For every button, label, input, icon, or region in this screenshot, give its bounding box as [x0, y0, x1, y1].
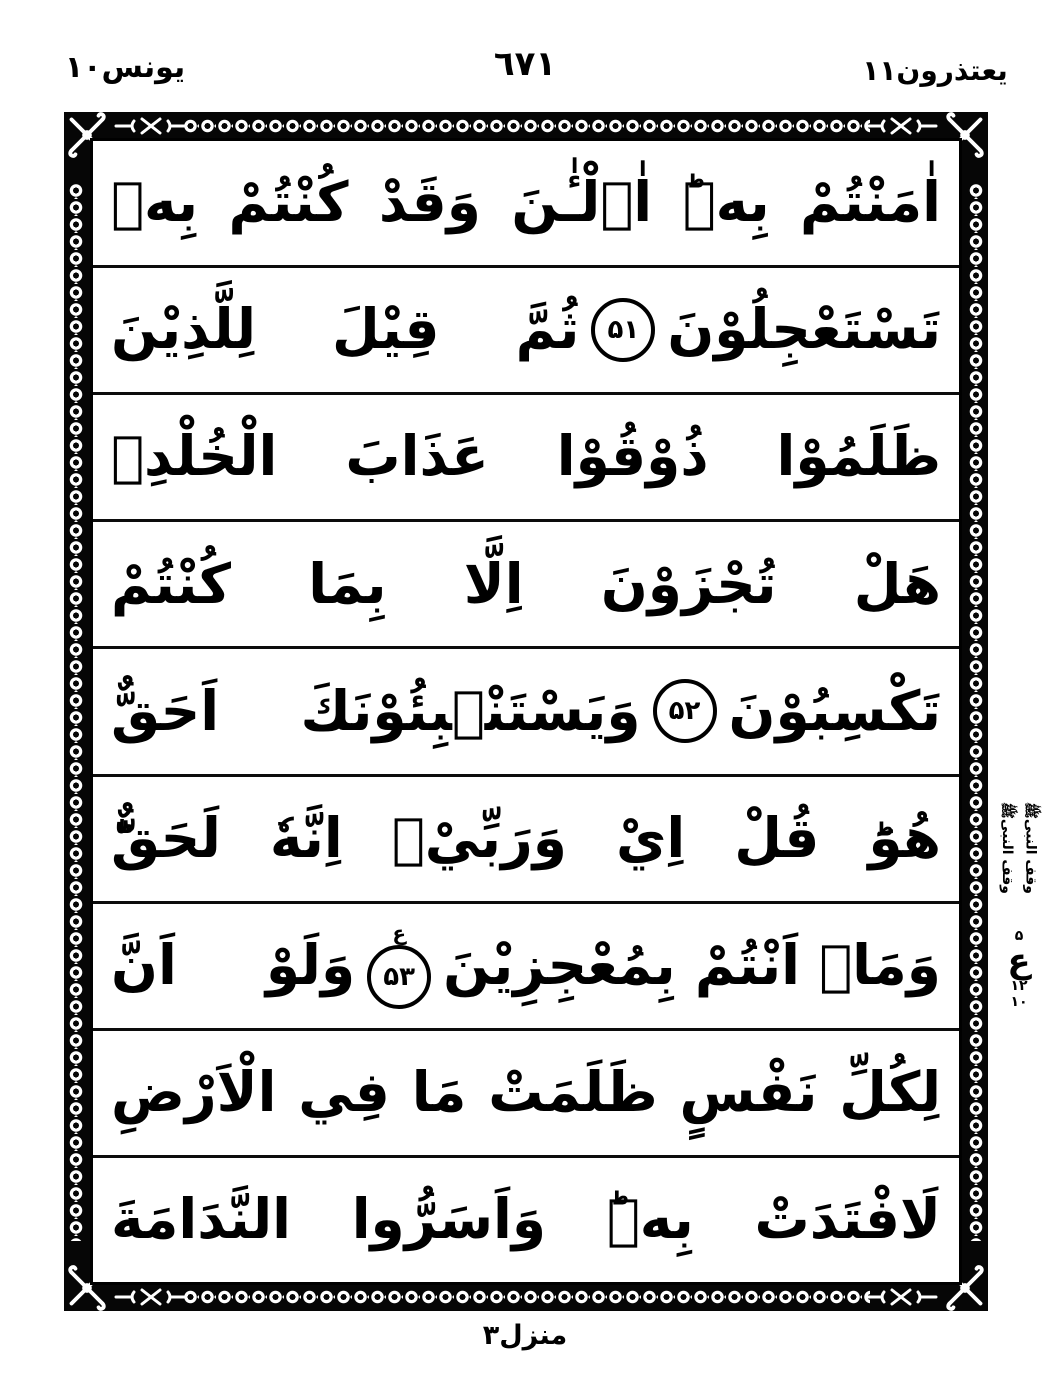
quran-line-2: [93, 268, 959, 395]
quran-line-8: [93, 1031, 959, 1158]
quran-line-6: [93, 777, 959, 904]
quran-line-9: [93, 1158, 959, 1282]
ayah-text: هُوَؕ قُلْ اِيْ وَرَبِّيْۤ اِنَّهٗ لَحَقٌّؕ: [111, 805, 941, 870]
ayah-text: وَمَاۤ اَنْتُمْ بِمُعْجِزِيْنَ: [443, 932, 941, 997]
manzil-label: منزل٣: [482, 1320, 568, 1351]
ayah-text: وَيَسْتَنْۢبِئُوْنَكَ اَحَقٌّ: [111, 678, 641, 743]
x-flourish-icon: [112, 1286, 190, 1308]
quran-line-3: [93, 395, 959, 522]
quran-line-1: [93, 141, 959, 268]
ayah-text: لِكُلِّ نَفْسٍ ظَلَمَتْ مَا فِي الْاَرْضِ: [111, 1059, 941, 1124]
margin-notes: [990, 788, 1046, 908]
ruku-number-bottom: ۱۰: [1010, 994, 1028, 1011]
ruku-number-middle: ۱۲: [1010, 978, 1028, 995]
x-flourish-icon: [862, 115, 940, 137]
ornamental-border-frame: [64, 112, 988, 1311]
ayah-text: هَلْ تُجْزَوْنَ اِلَّا بِمَا كُنْتُمْ: [111, 551, 941, 616]
ayah-marker-51: ۵۱: [591, 298, 655, 362]
juz-title: يعتذرون١١: [862, 54, 1008, 87]
x-flourish-icon: [862, 1286, 940, 1308]
ayah-text: اٰمَنْتُمْ بِهٖؕ اٰۤلْـٰٔنَ وَقَدْ كُنْتُمْ بِهٖ: [111, 170, 941, 235]
ruku-ain-mark: ع: [392, 920, 406, 945]
ayah-text: لَافْتَدَتْ بِهٖؕ وَاَسَرُّوا النَّدَامَةَ: [111, 1187, 941, 1252]
surah-title: يونس١٠: [64, 50, 186, 85]
ayah-text: ظَلَمُوْا ذُوْقُوْا عَذَابَ الْخُلْدِۚ: [111, 424, 941, 489]
ayah-text: ثُمَّ قِيْلَ لِلَّذِيْنَ: [111, 297, 580, 362]
ayah-marker-53: ۵۳: [367, 945, 431, 1009]
x-flourish-icon: [112, 115, 190, 137]
waqf-note: وقف النبیﷺ: [1022, 802, 1039, 894]
quran-line-4: [93, 522, 959, 649]
chain-ornament-top: [182, 116, 870, 136]
ayah-marker-53-with-ruku: [367, 920, 431, 1009]
page-number: ٦٧١: [493, 44, 557, 84]
ayah-text: تَسْتَعْجِلُوْنَ: [667, 297, 941, 362]
waqf-note: وقف النبیﷺ: [999, 802, 1015, 894]
ayah-text: وَلَوْ اَنَّ: [111, 932, 356, 997]
ruku-ain-letter: ع: [1007, 941, 1031, 982]
chain-ornament-bottom: [182, 1287, 870, 1307]
ruku-marker: [994, 928, 1044, 1010]
ruku-number-top: ۵: [1014, 928, 1024, 944]
ayah-text: تَكْسِبُوْنَ: [728, 678, 941, 743]
chain-ornament-left: [66, 182, 86, 1241]
text-block: [90, 138, 962, 1285]
quran-line-5: [93, 649, 959, 776]
quran-line-7: [93, 904, 959, 1031]
chain-ornament-right: [966, 182, 986, 1241]
ayah-marker-52: ۵۲: [653, 679, 717, 743]
